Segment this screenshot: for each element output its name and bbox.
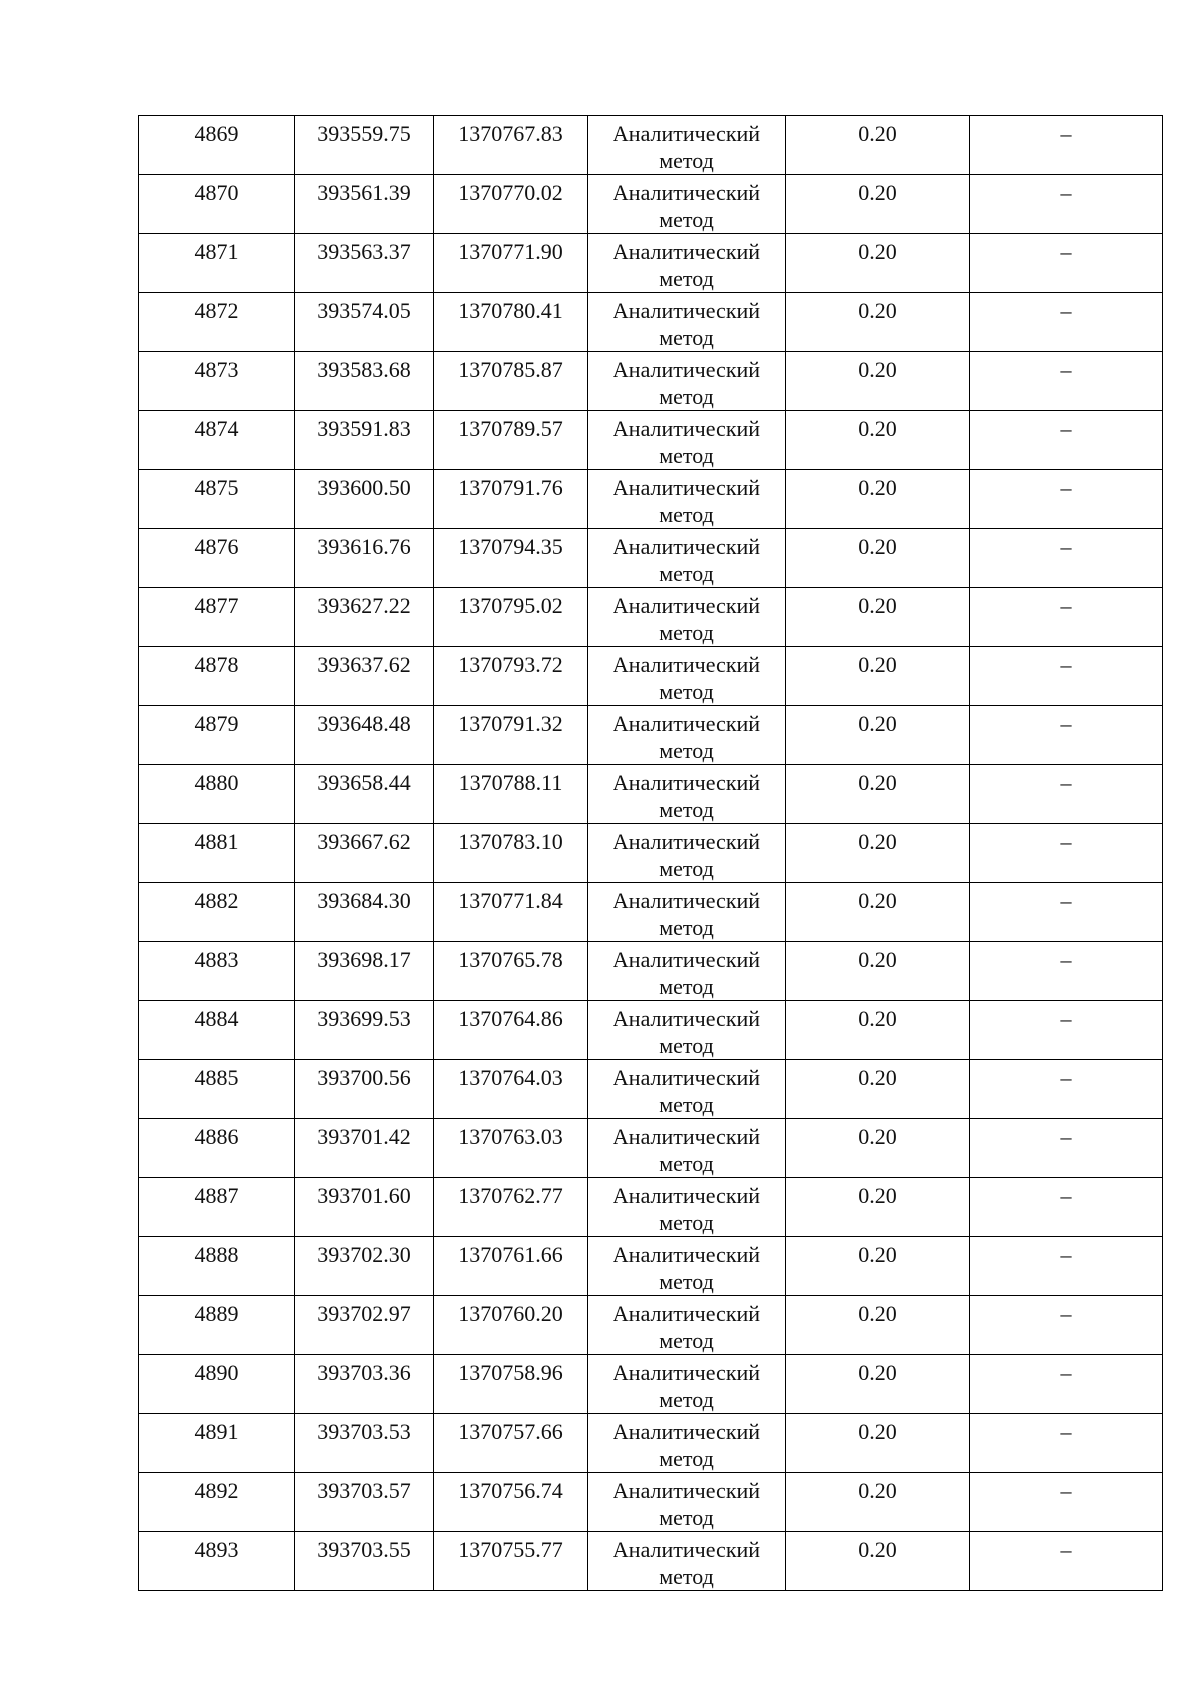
point-number-cell: 4888 [139, 1237, 295, 1296]
method-text: Аналитический метод [612, 1360, 761, 1412]
table-row [139, 352, 1163, 411]
coordinates-table-body [139, 116, 1163, 1591]
method-cell [588, 883, 786, 942]
method-cell [588, 1414, 786, 1473]
accuracy-cell: 0.20 [786, 1237, 970, 1296]
method-cell [588, 234, 786, 293]
point-number-cell: 4889 [139, 1296, 295, 1355]
table-row [139, 706, 1163, 765]
note-cell: – [970, 1001, 1163, 1060]
table-row [139, 1119, 1163, 1178]
accuracy-cell: 0.20 [786, 352, 970, 411]
x-coordinate-cell: 393559.75 [295, 116, 434, 175]
method-cell [588, 293, 786, 352]
method-cell [588, 1355, 786, 1414]
method-text: Аналитический метод [612, 357, 761, 409]
table-row [139, 116, 1163, 175]
x-coordinate-cell: 393574.05 [295, 293, 434, 352]
accuracy-cell: 0.20 [786, 411, 970, 470]
table-row [139, 883, 1163, 942]
table-row [139, 470, 1163, 529]
point-number-cell: 4892 [139, 1473, 295, 1532]
table-row [139, 1237, 1163, 1296]
point-number-cell: 4890 [139, 1355, 295, 1414]
method-cell [588, 529, 786, 588]
point-number-cell: 4871 [139, 234, 295, 293]
accuracy-cell: 0.20 [786, 1060, 970, 1119]
point-number-cell: 4870 [139, 175, 295, 234]
table-row [139, 1355, 1163, 1414]
accuracy-cell: 0.20 [786, 942, 970, 1001]
y-coordinate-cell: 1370762.77 [434, 1178, 588, 1237]
y-coordinate-cell: 1370789.57 [434, 411, 588, 470]
x-coordinate-cell: 393698.17 [295, 942, 434, 1001]
x-coordinate-cell: 393701.60 [295, 1178, 434, 1237]
x-coordinate-cell: 393699.53 [295, 1001, 434, 1060]
table-row [139, 1532, 1163, 1591]
note-cell: – [970, 529, 1163, 588]
note-cell: – [970, 588, 1163, 647]
method-cell [588, 1237, 786, 1296]
note-cell: – [970, 116, 1163, 175]
note-cell: – [970, 883, 1163, 942]
note-cell: – [970, 1178, 1163, 1237]
y-coordinate-cell: 1370765.78 [434, 942, 588, 1001]
point-number-cell: 4882 [139, 883, 295, 942]
note-cell: – [970, 1237, 1163, 1296]
note-cell: – [970, 1119, 1163, 1178]
x-coordinate-cell: 393701.42 [295, 1119, 434, 1178]
method-text: Аналитический метод [612, 593, 761, 645]
y-coordinate-cell: 1370758.96 [434, 1355, 588, 1414]
note-cell: – [970, 1355, 1163, 1414]
note-cell: – [970, 293, 1163, 352]
y-coordinate-cell: 1370791.32 [434, 706, 588, 765]
point-number-cell: 4878 [139, 647, 295, 706]
x-coordinate-cell: 393591.83 [295, 411, 434, 470]
y-coordinate-cell: 1370771.84 [434, 883, 588, 942]
method-text: Аналитический метод [612, 1183, 761, 1235]
y-coordinate-cell: 1370788.11 [434, 765, 588, 824]
method-text: Аналитический метод [612, 416, 761, 468]
x-coordinate-cell: 393616.76 [295, 529, 434, 588]
method-cell [588, 1060, 786, 1119]
method-cell [588, 942, 786, 1001]
x-coordinate-cell: 393583.68 [295, 352, 434, 411]
y-coordinate-cell: 1370757.66 [434, 1414, 588, 1473]
point-number-cell: 4893 [139, 1532, 295, 1591]
table-row [139, 293, 1163, 352]
y-coordinate-cell: 1370760.20 [434, 1296, 588, 1355]
method-text: Аналитический метод [612, 1419, 761, 1471]
x-coordinate-cell: 393703.55 [295, 1532, 434, 1591]
x-coordinate-cell: 393700.56 [295, 1060, 434, 1119]
point-number-cell: 4886 [139, 1119, 295, 1178]
accuracy-cell: 0.20 [786, 1296, 970, 1355]
x-coordinate-cell: 393702.30 [295, 1237, 434, 1296]
method-cell [588, 647, 786, 706]
accuracy-cell: 0.20 [786, 1473, 970, 1532]
note-cell: – [970, 352, 1163, 411]
method-text: Аналитический метод [612, 475, 761, 527]
note-cell: – [970, 1532, 1163, 1591]
point-number-cell: 4877 [139, 588, 295, 647]
accuracy-cell: 0.20 [786, 1119, 970, 1178]
point-number-cell: 4873 [139, 352, 295, 411]
note-cell: – [970, 1473, 1163, 1532]
y-coordinate-cell: 1370770.02 [434, 175, 588, 234]
y-coordinate-cell: 1370764.86 [434, 1001, 588, 1060]
x-coordinate-cell: 393684.30 [295, 883, 434, 942]
method-text: Аналитический метод [612, 1537, 761, 1589]
coordinates-table [138, 115, 1163, 1591]
table-row [139, 1414, 1163, 1473]
x-coordinate-cell: 393600.50 [295, 470, 434, 529]
method-cell [588, 1532, 786, 1591]
method-cell [588, 824, 786, 883]
x-coordinate-cell: 393561.39 [295, 175, 434, 234]
x-coordinate-cell: 393637.62 [295, 647, 434, 706]
method-text: Аналитический метод [612, 888, 761, 940]
x-coordinate-cell: 393658.44 [295, 765, 434, 824]
method-text: Аналитический метод [612, 1301, 761, 1353]
accuracy-cell: 0.20 [786, 647, 970, 706]
table-row [139, 588, 1163, 647]
x-coordinate-cell: 393703.57 [295, 1473, 434, 1532]
accuracy-cell: 0.20 [786, 1001, 970, 1060]
y-coordinate-cell: 1370783.10 [434, 824, 588, 883]
x-coordinate-cell: 393627.22 [295, 588, 434, 647]
method-text: Аналитический метод [612, 534, 761, 586]
method-cell [588, 765, 786, 824]
y-coordinate-cell: 1370763.03 [434, 1119, 588, 1178]
x-coordinate-cell: 393667.62 [295, 824, 434, 883]
method-text: Аналитический метод [612, 1124, 761, 1176]
note-cell: – [970, 470, 1163, 529]
y-coordinate-cell: 1370755.77 [434, 1532, 588, 1591]
point-number-cell: 4874 [139, 411, 295, 470]
accuracy-cell: 0.20 [786, 765, 970, 824]
point-number-cell: 4869 [139, 116, 295, 175]
method-cell [588, 1001, 786, 1060]
y-coordinate-cell: 1370780.41 [434, 293, 588, 352]
method-cell [588, 411, 786, 470]
method-text: Аналитический метод [612, 1478, 761, 1530]
accuracy-cell: 0.20 [786, 529, 970, 588]
accuracy-cell: 0.20 [786, 824, 970, 883]
point-number-cell: 4880 [139, 765, 295, 824]
accuracy-cell: 0.20 [786, 883, 970, 942]
table-row [139, 1001, 1163, 1060]
accuracy-cell: 0.20 [786, 1355, 970, 1414]
note-cell: – [970, 1296, 1163, 1355]
y-coordinate-cell: 1370794.35 [434, 529, 588, 588]
method-cell [588, 1119, 786, 1178]
method-cell [588, 1178, 786, 1237]
method-text: Аналитический метод [612, 239, 761, 291]
accuracy-cell: 0.20 [786, 116, 970, 175]
y-coordinate-cell: 1370764.03 [434, 1060, 588, 1119]
x-coordinate-cell: 393703.36 [295, 1355, 434, 1414]
y-coordinate-cell: 1370771.90 [434, 234, 588, 293]
method-cell [588, 352, 786, 411]
y-coordinate-cell: 1370767.83 [434, 116, 588, 175]
accuracy-cell: 0.20 [786, 470, 970, 529]
method-cell [588, 1473, 786, 1532]
point-number-cell: 4875 [139, 470, 295, 529]
table-row [139, 1296, 1163, 1355]
point-number-cell: 4891 [139, 1414, 295, 1473]
method-text: Аналитический метод [612, 121, 761, 173]
note-cell: – [970, 234, 1163, 293]
accuracy-cell: 0.20 [786, 1414, 970, 1473]
accuracy-cell: 0.20 [786, 293, 970, 352]
method-text: Аналитический метод [612, 829, 761, 881]
table-row [139, 765, 1163, 824]
method-cell [588, 1296, 786, 1355]
y-coordinate-cell: 1370793.72 [434, 647, 588, 706]
table-row [139, 1178, 1163, 1237]
method-cell [588, 588, 786, 647]
note-cell: – [970, 175, 1163, 234]
accuracy-cell: 0.20 [786, 175, 970, 234]
point-number-cell: 4881 [139, 824, 295, 883]
accuracy-cell: 0.20 [786, 1178, 970, 1237]
note-cell: – [970, 1414, 1163, 1473]
method-text: Аналитический метод [612, 711, 761, 763]
note-cell: – [970, 647, 1163, 706]
y-coordinate-cell: 1370791.76 [434, 470, 588, 529]
method-cell [588, 175, 786, 234]
x-coordinate-cell: 393703.53 [295, 1414, 434, 1473]
y-coordinate-cell: 1370756.74 [434, 1473, 588, 1532]
table-row [139, 647, 1163, 706]
point-number-cell: 4876 [139, 529, 295, 588]
table-row [139, 411, 1163, 470]
method-text: Аналитический метод [612, 770, 761, 822]
method-cell [588, 116, 786, 175]
note-cell: – [970, 824, 1163, 883]
note-cell: – [970, 706, 1163, 765]
table-row [139, 1060, 1163, 1119]
note-cell: – [970, 411, 1163, 470]
table-row [139, 175, 1163, 234]
accuracy-cell: 0.20 [786, 588, 970, 647]
table-row [139, 942, 1163, 1001]
accuracy-cell: 0.20 [786, 706, 970, 765]
point-number-cell: 4872 [139, 293, 295, 352]
note-cell: – [970, 1060, 1163, 1119]
table-row [139, 234, 1163, 293]
method-text: Аналитический метод [612, 1006, 761, 1058]
x-coordinate-cell: 393648.48 [295, 706, 434, 765]
y-coordinate-cell: 1370785.87 [434, 352, 588, 411]
table-row [139, 824, 1163, 883]
table-row [139, 529, 1163, 588]
note-cell: – [970, 765, 1163, 824]
y-coordinate-cell: 1370761.66 [434, 1237, 588, 1296]
point-number-cell: 4883 [139, 942, 295, 1001]
y-coordinate-cell: 1370795.02 [434, 588, 588, 647]
method-cell [588, 706, 786, 765]
accuracy-cell: 0.20 [786, 1532, 970, 1591]
point-number-cell: 4884 [139, 1001, 295, 1060]
method-text: Аналитический метод [612, 1065, 761, 1117]
point-number-cell: 4879 [139, 706, 295, 765]
method-text: Аналитический метод [612, 298, 761, 350]
point-number-cell: 4885 [139, 1060, 295, 1119]
note-cell: – [970, 942, 1163, 1001]
method-text: Аналитический метод [612, 947, 761, 999]
method-text: Аналитический метод [612, 1242, 761, 1294]
x-coordinate-cell: 393702.97 [295, 1296, 434, 1355]
method-text: Аналитический метод [612, 180, 761, 232]
accuracy-cell: 0.20 [786, 234, 970, 293]
method-cell [588, 470, 786, 529]
method-text: Аналитический метод [612, 652, 761, 704]
point-number-cell: 4887 [139, 1178, 295, 1237]
x-coordinate-cell: 393563.37 [295, 234, 434, 293]
table-row [139, 1473, 1163, 1532]
